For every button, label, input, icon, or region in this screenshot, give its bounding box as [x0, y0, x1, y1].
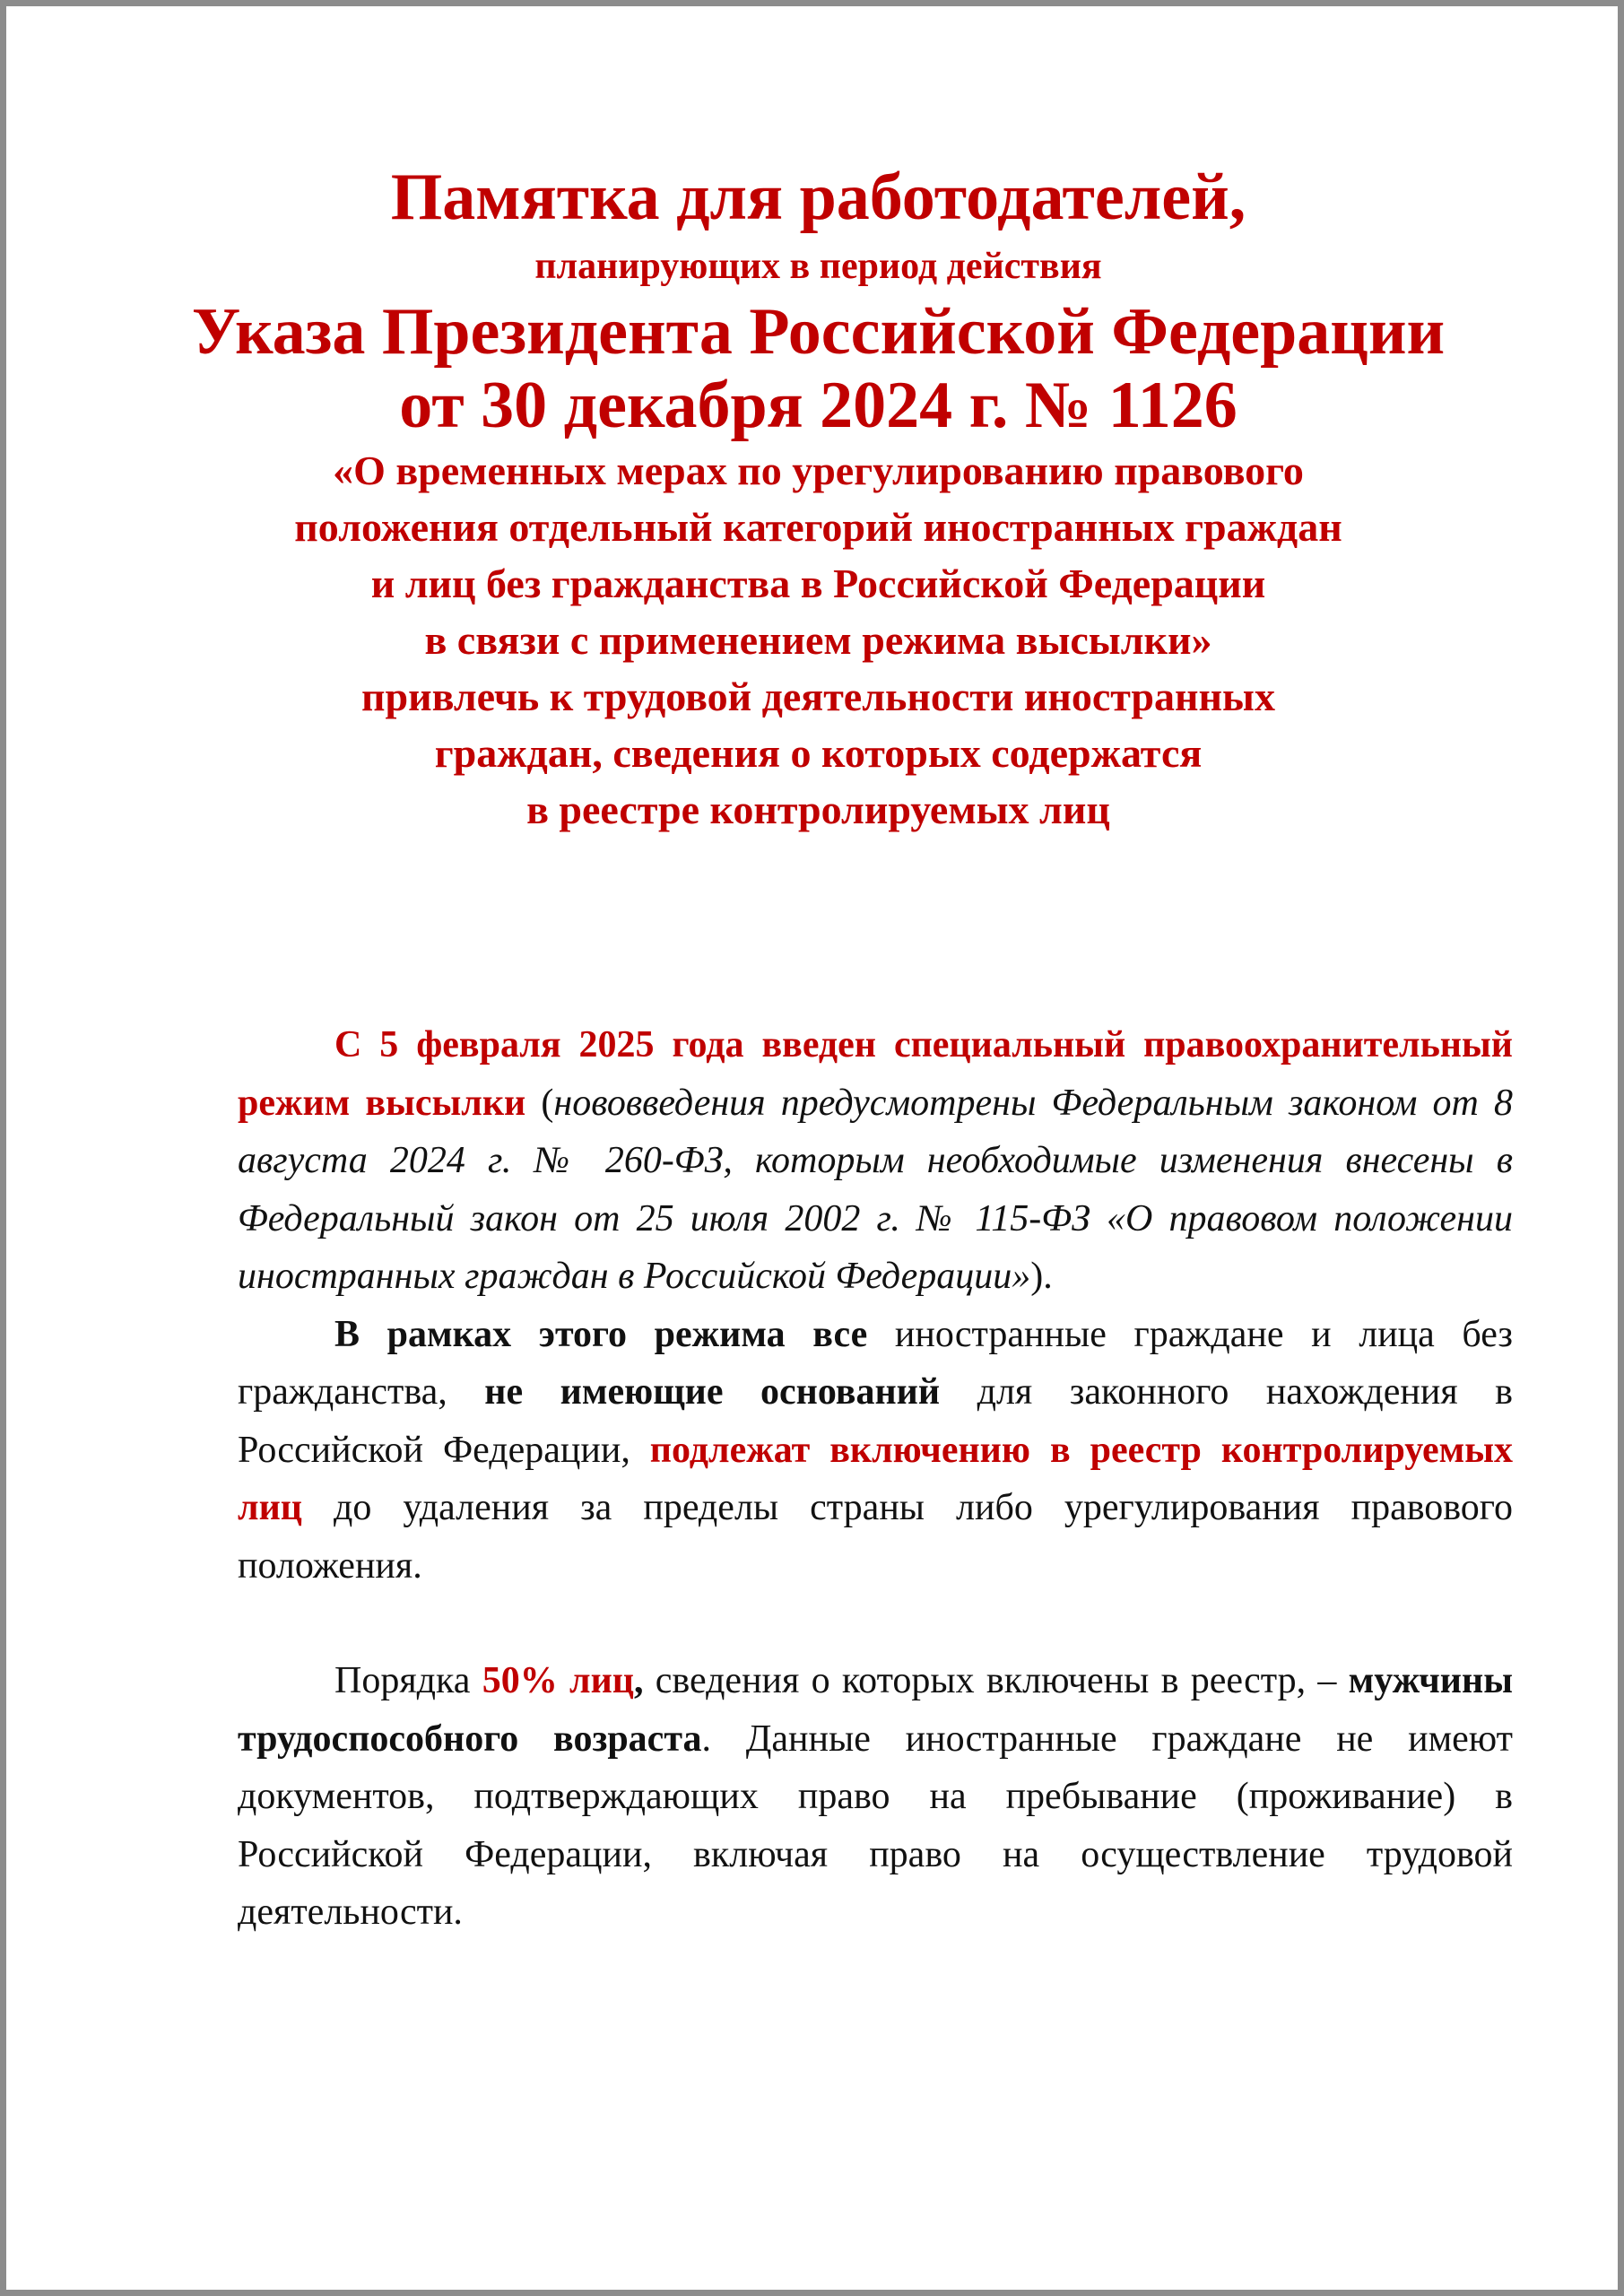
title-line-4: от 30 декабря 2024 г. № 1126	[399, 369, 1238, 442]
paragraph-2-text-1: иностранные граждане и лица без гражданства,	[238, 1313, 1513, 1413]
title-line-1: Памятка для работодателей,	[390, 161, 1246, 234]
title-line-11: в реестре контролируемых лиц	[526, 787, 1110, 832]
title-line-6: положения отдельный категорий иностранных граждан	[294, 504, 1342, 550]
title-line-7: и лиц без гражданства в Российской Федерации	[370, 561, 1266, 606]
paragraph-gap	[238, 1595, 1513, 1652]
paragraph-3-text-3: . Данные иностранные граждане не имеют документов, подтверждающих право на пребывание (проживание) в Российской Федерации, включая право на осуществление трудовой деятельности.	[238, 1718, 1513, 1933]
paragraph-3-bold-phrase: мужчины трудоспособного возраста	[238, 1660, 1513, 1760]
paragraph-2-text-2: для законного нахождения в Российской Федерации,	[238, 1371, 1513, 1471]
paragraph-2	[238, 1306, 1513, 1596]
paragraph-3-text-2: сведения о которых включены в реестр, –	[643, 1660, 1349, 1701]
paragraph-1-open-paren: (	[525, 1082, 554, 1124]
paragraph-1	[238, 1016, 1513, 1306]
paragraph-3	[238, 1652, 1513, 1942]
paragraph-2-text-3: до удаления за пределы страны либо урегулирования правового положения.	[238, 1487, 1513, 1587]
document-title	[141, 157, 1496, 838]
document-body	[238, 1016, 1513, 1942]
paragraph-3-text-1: Порядка	[334, 1660, 482, 1701]
paragraph-1-close-paren: ).	[1030, 1256, 1053, 1297]
title-line-10: граждан, сведения о которых содержатся	[434, 730, 1203, 776]
paragraph-2-bold-mid: не имеющие оснований	[484, 1371, 941, 1413]
title-line-2: планирующих в период действия	[534, 246, 1102, 287]
paragraph-2-lead: В рамках этого режима все	[334, 1313, 868, 1355]
paragraph-1-lead: С 5 февраля 2025 года введен специальный правоохранительный режим высылки	[238, 1024, 1513, 1124]
title-line-3: Указа Президента Российской Федерации	[191, 295, 1446, 369]
title-line-9: привлечь к трудовой деятельности иностранных	[361, 674, 1275, 719]
paragraph-3-comma: ,	[633, 1660, 644, 1701]
title-line-8: в связи с применением режима высылки»	[424, 617, 1212, 663]
paragraph-3-red-phrase: 50% лиц	[482, 1660, 634, 1701]
paragraph-2-red-phrase: подлежат включению в реестр контролируемых лиц	[238, 1429, 1513, 1528]
paragraph-1-italic-note: нововведения предусмотрены Федеральным законом от 8 августа 2024 г. № 260-ФЗ, которым необходимые изменения внесены в Федеральный закон от 25 июля 2002 г. № 115-ФЗ «О правовом положении иностранных граждан в Российской Федерации»	[238, 1082, 1513, 1297]
title-line-5: «О временных мерах по урегулированию правового	[333, 448, 1304, 493]
